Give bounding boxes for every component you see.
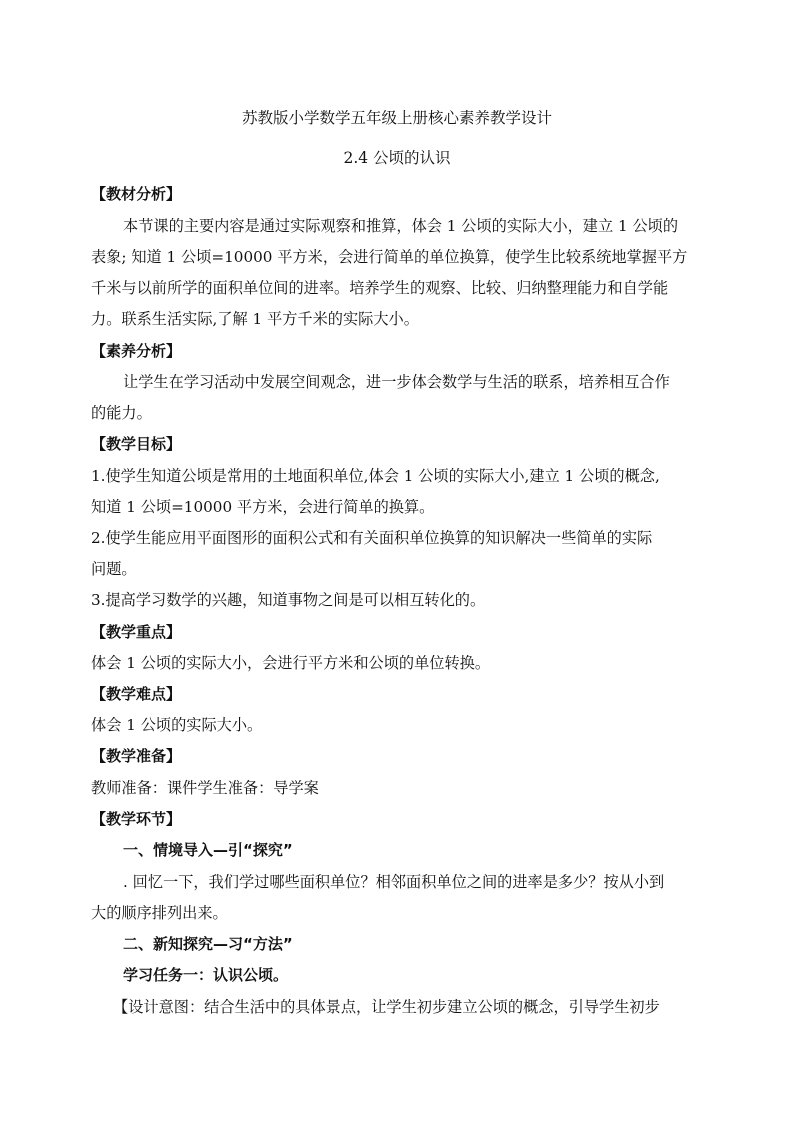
heading-teaching-steps: 【教学环节】 <box>91 810 182 828</box>
paragraph-line: 体会 1 公顷的实际大小，会进行平方米和公顷的单位转换。 <box>91 654 491 672</box>
task-heading-1: 学习任务一：认识公顷。 <box>123 966 289 984</box>
paragraph-line: 1.使学生知道公顷是常用的土地面积单位,体会 1 公顷的实际大小,建立 1 公顷的概念, <box>91 467 660 485</box>
step-heading-1: 一、情境导入—引“探究” <box>123 841 293 859</box>
paragraph-line: 力。联系生活实际,了解 1 平方千米的实际大小。 <box>91 310 419 328</box>
paragraph-line: 让学生在学习活动中发展空间观念，进一步体会数学与生活的联系，培养相互合作 <box>123 373 670 391</box>
paragraph-line: 表象; 知道 1 公顷=10000 平方米，会进行简单的单位换算，使学生比较系统地掌握平方 <box>91 248 688 266</box>
heading-teaching-goals: 【教学目标】 <box>91 435 182 453</box>
paragraph-line: 体会 1 公顷的实际大小。 <box>91 716 263 734</box>
paragraph-line: 千米与以前所学的面积单位间的进率。培养学生的观察、比较、归纳整理能力和自学能 <box>91 279 669 297</box>
paragraph-line: . 回忆一下，我们学过哪些面积单位？相邻面积单位之间的进率是多少？按从小到 <box>123 873 665 891</box>
paragraph-line: 2.使学生能应用平面图形的面积公式和有关面积单位换算的知识解决一些简单的实际 <box>91 529 653 547</box>
document-subtitle: 2.4 公顷的认识 <box>343 149 451 167</box>
heading-literacy-analysis: 【素养分析】 <box>91 342 182 360</box>
paragraph-line: 知道 1 公顷=10000 平方米，会进行简单的换算。 <box>91 498 435 516</box>
step-heading-2: 二、新知探究—习“方法” <box>123 935 293 953</box>
paragraph-line: 【设计意图：结合生活中的具体景点，让学生初步建立公顷的概念，引导学生初步 <box>113 998 660 1016</box>
document-title: 苏教版小学数学五年级上册核心素养教学设计 <box>241 109 552 127</box>
paragraph-line: 教师准备：课件学生准备：导学案 <box>91 779 319 797</box>
paragraph-line: 3.提高学习数学的兴趣，知道事物之间是可以相互转化的。 <box>91 591 486 609</box>
paragraph-line: 大的顺序排列出来。 <box>91 904 228 922</box>
heading-key-points: 【教学重点】 <box>91 623 182 641</box>
heading-preparation: 【教学准备】 <box>91 747 182 765</box>
paragraph-line: 问题。 <box>91 560 137 578</box>
paragraph-line: 的能力。 <box>91 404 152 422</box>
heading-material-analysis: 【教材分析】 <box>91 185 182 203</box>
heading-difficult-points: 【教学难点】 <box>91 685 182 703</box>
paragraph-line: 本节课的主要内容是通过实际观察和推算，体会 1 公顷的实际大小，建立 1 公顷的 <box>123 217 679 235</box>
